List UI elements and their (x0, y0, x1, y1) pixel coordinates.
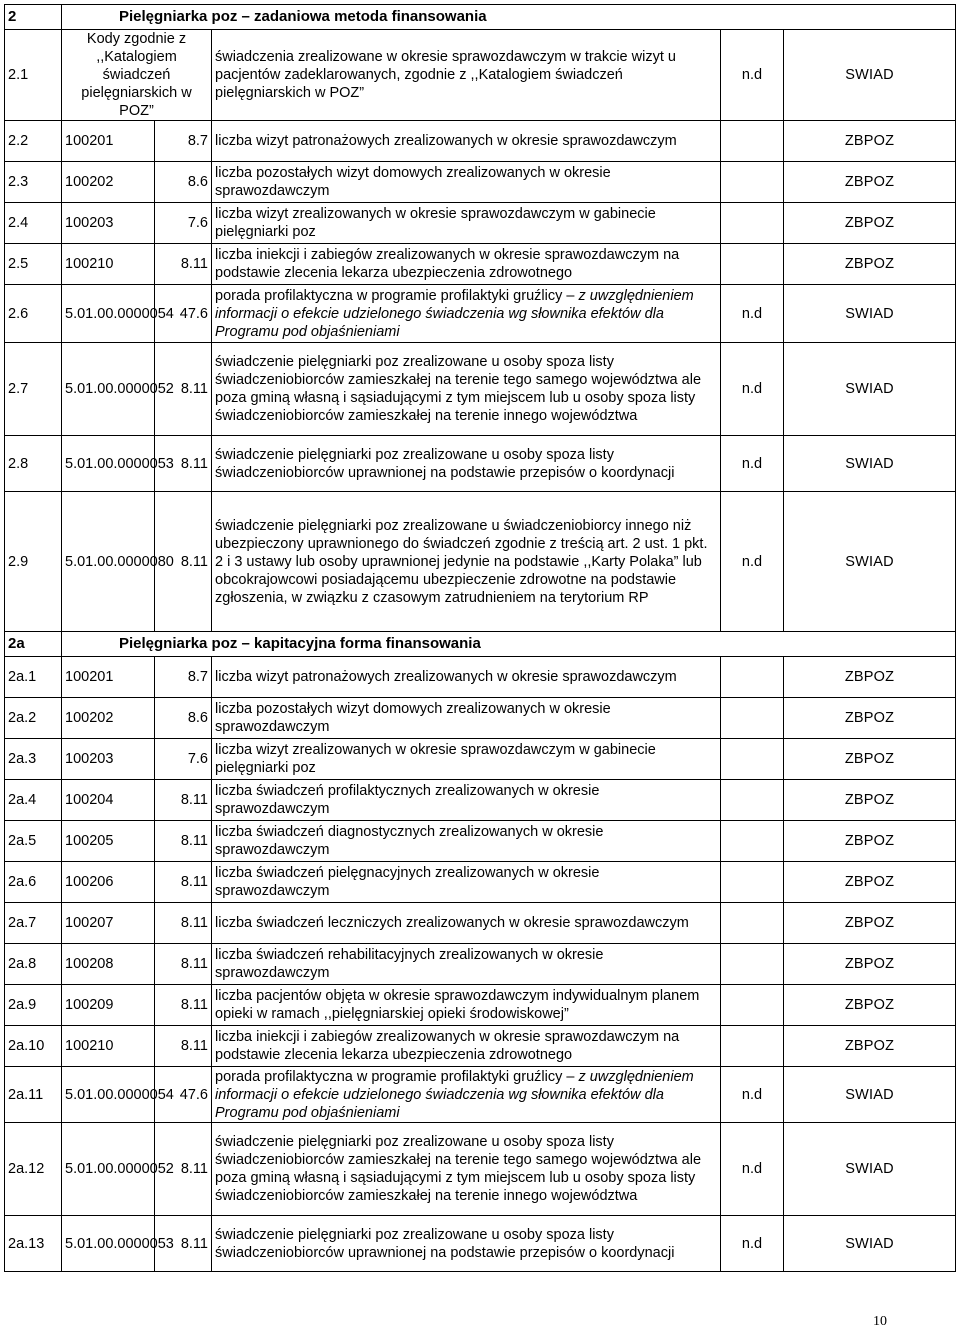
page-number: 10 (873, 1314, 887, 1329)
row-number: 2a.8 (5, 944, 62, 985)
lp-cell: 7.6 (155, 739, 212, 780)
system-cell: SWIAD (784, 436, 956, 492)
row-number: 2.7 (5, 343, 62, 436)
system-cell: ZBPOZ (784, 944, 956, 985)
table-row (5, 903, 956, 944)
section-header-row (5, 632, 956, 657)
description-cell (212, 657, 721, 698)
lp-cell: 8.6 (155, 698, 212, 739)
system-cell: ZBPOZ (784, 821, 956, 862)
system-cell: SWIAD (784, 1123, 956, 1216)
nd-cell (721, 1026, 784, 1067)
report-codes-table (4, 4, 956, 1272)
code-cell: 5.01.00.0000054 (62, 285, 155, 343)
table-row (5, 436, 956, 492)
description-cell (212, 1026, 721, 1067)
system-cell: ZBPOZ (784, 698, 956, 739)
table-row (5, 1067, 956, 1123)
table-row (5, 244, 956, 285)
description-text: liczba pacjentów objęta w okresie sprawozdawczym indywidualnym planem opieki w ramach ,,pielęgniarskiej opieki środowiskowej” (215, 988, 700, 1022)
table-row (5, 821, 956, 862)
row-number: 2a.5 (5, 821, 62, 862)
description-cell (212, 903, 721, 944)
table-row (5, 285, 956, 343)
description-cell (212, 492, 721, 632)
description-cell (212, 698, 721, 739)
code-cell: 100202 (62, 162, 155, 203)
lp-cell: 8.11 (155, 1216, 212, 1272)
table-row (5, 162, 956, 203)
table-row (5, 985, 956, 1026)
description-text: świadczenie pielęgniarki poz zrealizowane u osoby spoza listy świadczeniobiorców uprawnionej na podstawie przepisów o koordynacji (215, 446, 675, 481)
code-cell: 5.01.00.0000053 (62, 436, 155, 492)
row-number: 2a.10 (5, 1026, 62, 1067)
description-text: liczba pozostałych wizyt domowych zrealizowanych w okresie sprawozdawczym (215, 701, 611, 735)
code-cell: 5.01.00.0000054 (62, 1067, 155, 1123)
code-cell: 5.01.00.0000052 (62, 1123, 155, 1216)
code-cell: 100202 (62, 698, 155, 739)
lp-cell: 8.11 (155, 985, 212, 1026)
lp-cell: 8.11 (155, 780, 212, 821)
description-cell (212, 30, 721, 121)
description-text: świadczenie pielęgniarki poz zrealizowane u osoby spoza listy świadczeniobiorców zamieszkałej na terenie tego samego województwa ale poza gminą własną i sąsiadującymi z tym miejscem lub u osoby spoza listy świadczeniobiorców zamieszkałej na terenie innego województwa (215, 354, 702, 424)
nd-cell (721, 162, 784, 203)
description-cell (212, 780, 721, 821)
row-number: 2.2 (5, 121, 62, 162)
description-cell (212, 244, 721, 285)
system-cell: ZBPOZ (784, 203, 956, 244)
code-cell: 100203 (62, 739, 155, 780)
description-text: świadczenie pielęgniarki poz zrealizowane u osoby spoza listy świadczeniobiorców uprawnionej na podstawie przepisów o koordynacji (215, 1226, 675, 1261)
description-text: liczba świadczeń rehabilitacyjnych zrealizowanych w okresie sprawozdawczym (215, 947, 604, 981)
system-cell: SWIAD (784, 1216, 956, 1272)
lp-cell: 8.11 (155, 862, 212, 903)
table-row (5, 944, 956, 985)
description-cell (212, 162, 721, 203)
description-cell (212, 985, 721, 1026)
lp-cell: 8.11 (155, 1123, 212, 1216)
nd-cell (721, 985, 784, 1026)
system-cell: ZBPOZ (784, 985, 956, 1026)
system-cell: ZBPOZ (784, 121, 956, 162)
description-text: liczba wizyt zrealizowanych w okresie sprawozdawczym w gabinecie pielęgniarki poz (215, 206, 656, 240)
row-number: 2.5 (5, 244, 62, 285)
lp-cell: 8.11 (155, 821, 212, 862)
code-cell: 5.01.00.0000080 (62, 492, 155, 632)
nd-cell (721, 739, 784, 780)
lp-cell: 8.11 (155, 944, 212, 985)
nd-cell: n.d (721, 492, 784, 632)
code-cell: 100208 (62, 944, 155, 985)
description-text: liczba świadczeń leczniczych zrealizowanych w okresie sprawozdawczym (215, 915, 689, 931)
nd-cell (721, 698, 784, 739)
description-cell (212, 1216, 721, 1272)
row-number: 2a.11 (5, 1067, 62, 1123)
system-cell: SWIAD (784, 30, 956, 121)
code-cell: 100210 (62, 1026, 155, 1067)
description-text: liczba świadczeń profilaktycznych zrealizowanych w okresie sprawozdawczym (215, 783, 600, 817)
table-row (5, 492, 956, 632)
code-cell: 5.01.00.0000053 (62, 1216, 155, 1272)
code-cell: 100207 (62, 903, 155, 944)
nd-cell: n.d (721, 1216, 784, 1272)
code-cell: 100201 (62, 657, 155, 698)
description-text: liczba iniekcji i zabiegów zrealizowanych w okresie sprawozdawczym na podstawie zlecenia lekarza ubezpieczenia zdrowotnego (215, 1029, 680, 1063)
description-text: liczba świadczeń pielęgnacyjnych zrealizowanych w okresie sprawozdawczym (215, 865, 600, 899)
description-cell (212, 862, 721, 903)
nd-cell: n.d (721, 1123, 784, 1216)
row-number: 2.8 (5, 436, 62, 492)
row-number: 2a.12 (5, 1123, 62, 1216)
table-row (5, 1216, 956, 1272)
row-number: 2.1 (5, 30, 62, 121)
code-cell: Kody zgodnie z ,,Katalogiem świadczeń pielęgniarskich w POZ” (62, 30, 212, 121)
description-text: z uwzględnieniem informacji o efekcie udzielonego świadczenia wg słownika efektów dla Programu pod objaśnieniami (215, 287, 694, 340)
lp-cell: 8.11 (155, 1026, 212, 1067)
lp-cell: 47.6 (155, 1067, 212, 1123)
code-cell: 100206 (62, 862, 155, 903)
table-row (5, 30, 956, 121)
row-number: 2a.7 (5, 903, 62, 944)
lp-cell: 7.6 (155, 203, 212, 244)
table-row (5, 121, 956, 162)
table-row (5, 343, 956, 436)
table-row (5, 657, 956, 698)
system-cell: ZBPOZ (784, 780, 956, 821)
system-cell: SWIAD (784, 285, 956, 343)
nd-cell: n.d (721, 285, 784, 343)
lp-cell: 8.7 (155, 121, 212, 162)
row-number: 2.3 (5, 162, 62, 203)
description-cell (212, 739, 721, 780)
row-number: 2a.4 (5, 780, 62, 821)
system-cell: SWIAD (784, 1067, 956, 1123)
section-number: 2 (5, 5, 62, 30)
nd-cell: n.d (721, 436, 784, 492)
system-cell: ZBPOZ (784, 657, 956, 698)
row-number: 2a.2 (5, 698, 62, 739)
nd-cell (721, 944, 784, 985)
description-text: z uwzględnieniem informacji o efekcie udzielonego świadczenia wg słownika efektów dla Programu pod objaśnieniami (215, 1068, 694, 1121)
system-cell: ZBPOZ (784, 1026, 956, 1067)
row-number: 2.6 (5, 285, 62, 343)
nd-cell (721, 244, 784, 285)
description-cell (212, 343, 721, 436)
section-number: 2a (5, 632, 62, 657)
description-cell (212, 1123, 721, 1216)
nd-cell (721, 203, 784, 244)
section-title: Pielęgniarka poz – zadaniowa metoda finansowania (62, 5, 956, 30)
nd-cell: n.d (721, 30, 784, 121)
description-text: porada profilaktyczna w programie profilaktyki gruźlicy – (215, 287, 579, 304)
description-text: liczba pozostałych wizyt domowych zrealizowanych w okresie sprawozdawczym (215, 165, 611, 199)
lp-cell: 8.11 (155, 244, 212, 285)
description-text: liczba iniekcji i zabiegów zrealizowanych w okresie sprawozdawczym na podstawie zlecenia lekarza ubezpieczenia zdrowotnego (215, 247, 680, 281)
code-cell: 5.01.00.0000052 (62, 343, 155, 436)
description-cell (212, 285, 721, 343)
description-text: liczba wizyt zrealizowanych w okresie sprawozdawczym w gabinecie pielęgniarki poz (215, 742, 656, 776)
code-cell: 100210 (62, 244, 155, 285)
section-header-row (5, 5, 956, 30)
description-text: świadczenie pielęgniarki poz zrealizowane u świadczeniobiorcy innego niż ubezpieczony uprawnionego do świadczeń zgodnie z treścią art. 2 ust. 1 pkt. 2 i 3 ustawy lub osoby uprawnionej jedynie na podstawie ,,Karty Polaka” lub obcokrajowcowi posiadającemu ubezpieczenie zdrowotne na podstawie zgłoszenia, w związku z czasowym zatrudnieniem na terytorium RP (215, 517, 708, 606)
nd-cell (721, 862, 784, 903)
system-cell: ZBPOZ (784, 903, 956, 944)
description-text: porada profilaktyczna w programie profilaktyki gruźlicy – (215, 1068, 579, 1085)
description-cell (212, 821, 721, 862)
description-text: liczba wizyt patronażowych zrealizowanych w okresie sprawozdawczym (215, 133, 677, 149)
lp-cell: 8.11 (155, 436, 212, 492)
row-number: 2a.9 (5, 985, 62, 1026)
system-cell: ZBPOZ (784, 862, 956, 903)
row-number: 2a.3 (5, 739, 62, 780)
row-number: 2a.6 (5, 862, 62, 903)
description-cell (212, 203, 721, 244)
code-cell: 100205 (62, 821, 155, 862)
description-cell (212, 1067, 721, 1123)
code-cell: 100204 (62, 780, 155, 821)
system-cell: ZBPOZ (784, 739, 956, 780)
system-cell: SWIAD (784, 343, 956, 436)
row-number: 2a.13 (5, 1216, 62, 1272)
table-row (5, 862, 956, 903)
table-row (5, 1026, 956, 1067)
description-text: liczba wizyt patronażowych zrealizowanych w okresie sprawozdawczym (215, 669, 677, 685)
section-title: Pielęgniarka poz – kapitacyjna forma finansowania (62, 632, 956, 657)
code-cell: 100209 (62, 985, 155, 1026)
system-cell: ZBPOZ (784, 162, 956, 203)
system-cell: SWIAD (784, 492, 956, 632)
description-text: świadczenie pielęgniarki poz zrealizowane u osoby spoza listy świadczeniobiorców zamieszkałej na terenie tego samego województwa ale poza gminą własną i sąsiadującymi z tym miejscem lub u osoby spoza listy świadczeniobiorców zamieszkałej na terenie innego województwa (215, 1134, 702, 1204)
lp-cell: 8.11 (155, 903, 212, 944)
lp-cell: 8.11 (155, 492, 212, 632)
description-text: świadczenia zrealizowane w okresie sprawozdawczym w trakcie wizyt u pacjentów zadeklarowanych, zgodnie z ,,Katalogiem świadczeń pielęgniarskich w POZ” (215, 49, 676, 101)
system-cell: ZBPOZ (784, 244, 956, 285)
table-row (5, 1123, 956, 1216)
nd-cell: n.d (721, 1067, 784, 1123)
nd-cell (721, 780, 784, 821)
lp-cell: 8.11 (155, 343, 212, 436)
description-cell (212, 436, 721, 492)
table-row (5, 739, 956, 780)
code-cell: 100203 (62, 203, 155, 244)
description-cell (212, 121, 721, 162)
nd-cell (721, 121, 784, 162)
row-number: 2a.1 (5, 657, 62, 698)
description-cell (212, 944, 721, 985)
row-number: 2.4 (5, 203, 62, 244)
lp-cell: 47.6 (155, 285, 212, 343)
table-row (5, 698, 956, 739)
table-row (5, 203, 956, 244)
nd-cell (721, 657, 784, 698)
description-text: liczba świadczeń diagnostycznych zrealizowanych w okresie sprawozdawczym (215, 824, 604, 858)
row-number: 2.9 (5, 492, 62, 632)
table-row (5, 780, 956, 821)
nd-cell (721, 903, 784, 944)
nd-cell (721, 821, 784, 862)
code-cell: 100201 (62, 121, 155, 162)
nd-cell: n.d (721, 343, 784, 436)
lp-cell: 8.6 (155, 162, 212, 203)
lp-cell: 8.7 (155, 657, 212, 698)
